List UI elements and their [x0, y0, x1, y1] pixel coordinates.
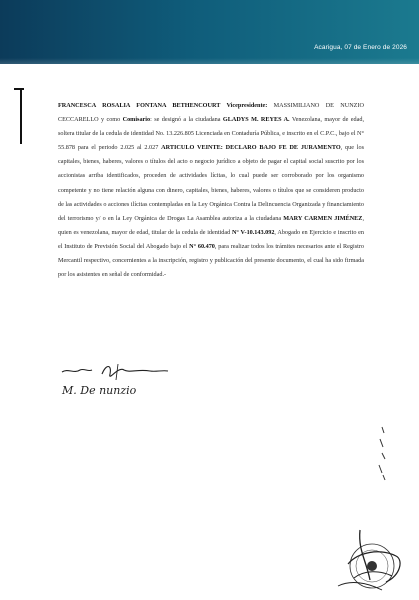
text-segment: , que los capitales, bienes, haberes, valores o títulos del acto o negocio jurídico a objeto de pagar el capital social suscrito por los accionistas arriba identificados, proceden de actividades lícitas, lo cual puede ser corroborado por los organismo competente y no tiene relación alguna con dinero, capitales, bienes, haberes, valores o títulos que se consideren producto de las actividades o acciones ilícitas contempladas en la Ley Orgánica Contra la Delincuencia Organizada y financiamiento del terrorismo y/ o en la Ley Orgánica de Drogas La Asamblea autoriza a la ciudadana: [58, 144, 365, 222]
header-date: Acarigua, 07 de Enero de 2026: [314, 44, 407, 51]
signature-text: M. De nunzio: [62, 384, 137, 397]
text-segment: , para realizar todos los trámites necesarios ante el Registro Mercantil respectivo, concernientes a la inscripción, registro y publicación del presente documento, el cual ha sido firmada por los asistentes en señal de conformidad.-: [58, 242, 365, 279]
bold-text-segment: Vicepresidente:: [226, 102, 274, 109]
bold-text-segment: GLADYS M. REYES A.: [222, 116, 290, 124]
bold-text-segment: N° 60.470: [189, 242, 215, 250]
margin-bar: [20, 88, 22, 144]
bold-text-segment: N° V-10.143.092: [231, 228, 275, 236]
text-segment: MASSIMILIANO DE NUNZIO CECCARELLO y como: [58, 102, 364, 124]
text-segment: : se designó a la ciudadana: [150, 116, 223, 124]
margin-mark: [14, 88, 24, 90]
header-band: [0, 0, 419, 64]
document-paragraph: [58, 99, 364, 282]
edge-marks: [376, 425, 388, 481]
signature-stamp: [330, 520, 410, 598]
text-segment: , Abogado en Ejercicio e inscrito en el Instituto de Previsión Social del Abogado bajo el: [58, 228, 364, 250]
bold-text-segment: MARY CARMEN JIMÉNEZ: [283, 214, 363, 222]
bold-text-segment: FRANCESCA ROSALIA FONTANA BETHENCOURT: [58, 102, 227, 109]
bold-text-segment: Comisario: [122, 116, 151, 124]
handwritten-signatures: [58, 360, 178, 404]
bold-text-segment: ARTICULO VEINTE: DECLARO BAJO FE DE JURAMENTO: [161, 144, 341, 152]
document-body: [58, 99, 364, 282]
text-segment: Venezolana, mayor de edad, soltera titular de la cedula de identidad No. 13.226.805 Licenciada en Contaduría Pública, e inscrito en el C.P.C., bajo el N° 55.878 para el periodo 2.025 al 2.027: [58, 116, 365, 152]
text-segment: , quien es venezolana, mayor de edad, titular de la cedula de identidad: [58, 214, 364, 236]
